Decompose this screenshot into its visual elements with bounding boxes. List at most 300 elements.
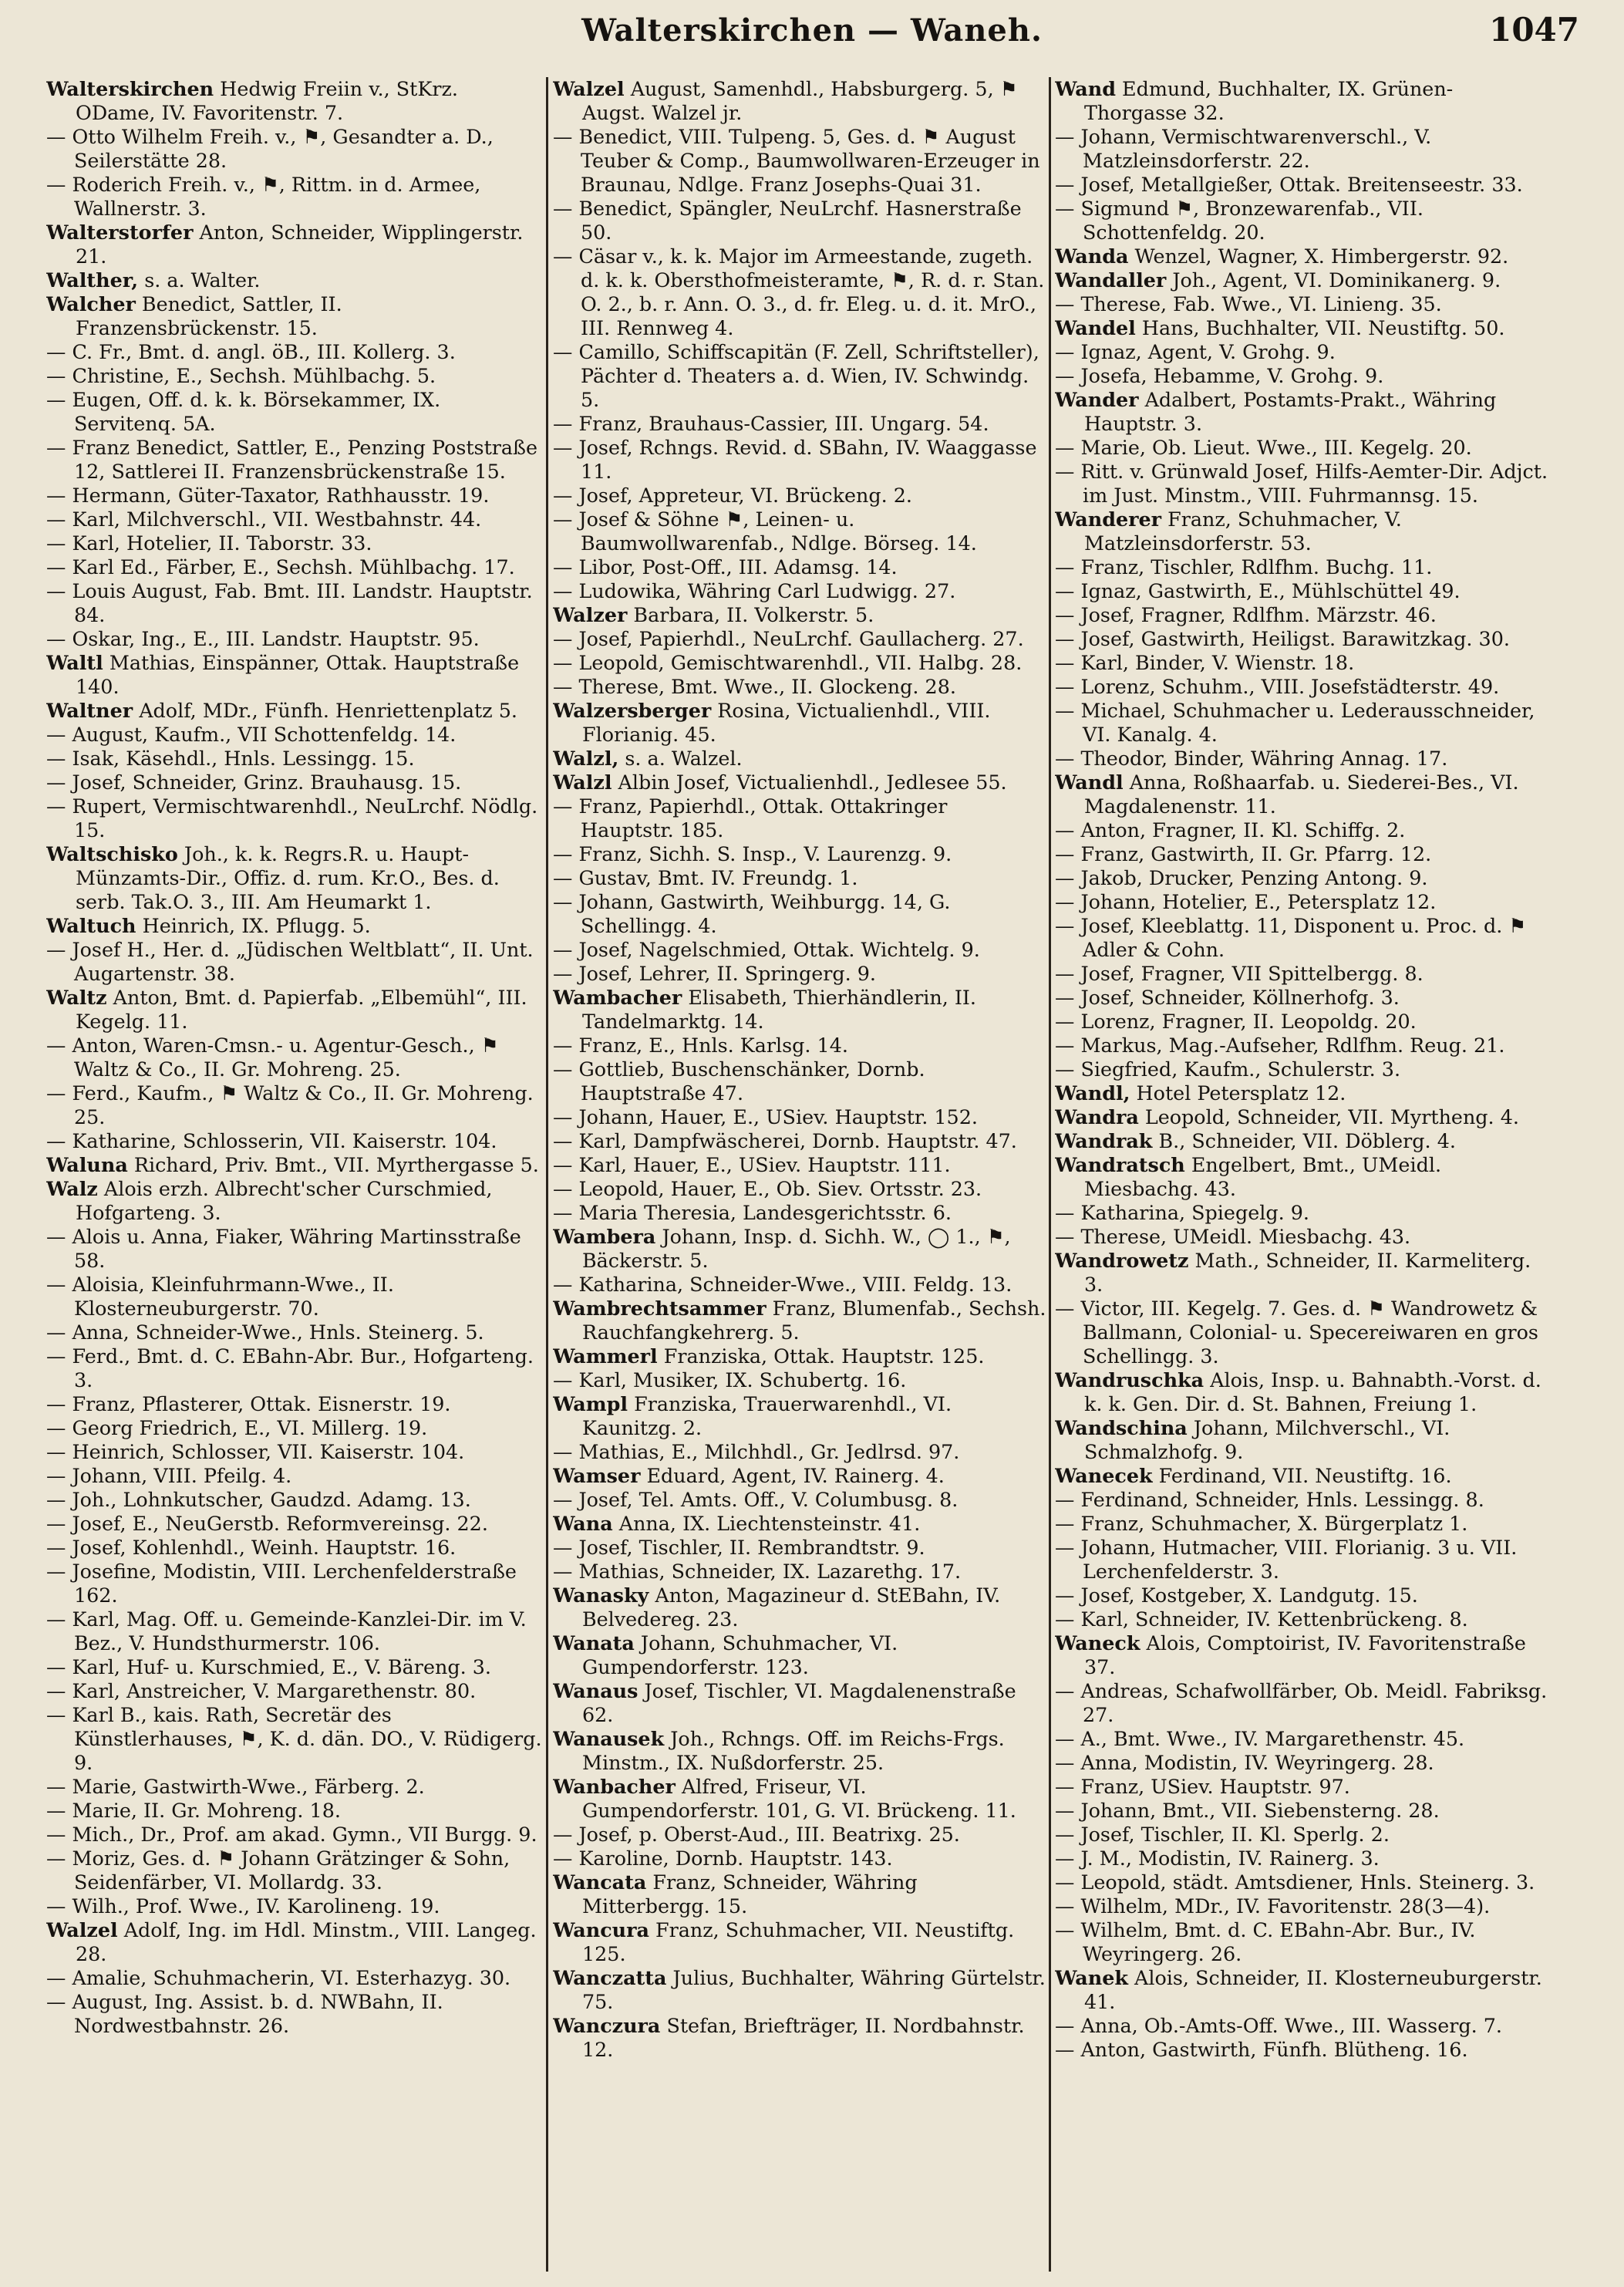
- entry-details: Franz, Schneider, Währing Mitterbergg. 15.: [582, 1870, 918, 1918]
- directory-entry: [553, 1966, 1046, 2014]
- directory-entry: [1055, 986, 1548, 1010]
- entry-details: — Joh., Lohnkutscher, Gaudzd. Adamg. 13.: [46, 1488, 471, 1511]
- directory-entry: [46, 1081, 544, 1129]
- entry-surname: Wandrowetz: [1055, 1249, 1189, 1272]
- directory-entry: [553, 245, 1046, 340]
- entry-details: — Franz, Pflasterer, Ottak. Eisnerstr. 19.: [46, 1392, 451, 1415]
- entry-details: — Karl, Hauer, E., USiev. Hauptstr. 111.: [553, 1153, 951, 1176]
- directory-entry: [553, 675, 1046, 699]
- entry-details: Joh., k. k. Regrs.R. u. Haupt-Münzamts-Dir., Offiz. d. rum. Kr.O., Bes. d. serb. Tak.O. 3., III. Am Heumarkt 1.: [76, 842, 500, 913]
- directory-entry: [553, 555, 1046, 579]
- directory-entry: [46, 723, 544, 747]
- directory-entry: [46, 173, 544, 221]
- entry-details: — J. M., Modistin, IV. Rainerg. 3.: [1055, 1847, 1380, 1870]
- entry-surname: Wanczatta: [553, 1966, 667, 1989]
- entry-surname: Wandl,: [1055, 1081, 1130, 1105]
- directory-entry: [46, 1153, 544, 1177]
- entry-surname: Waltuch: [46, 914, 136, 937]
- entry-details: — Rupert, Vermischtwarenhdl., NeuLrchf. Nödlg. 15.: [46, 794, 538, 842]
- directory-entry: [46, 651, 544, 699]
- directory-entry: [553, 842, 1046, 866]
- entry-details: — Josefa, Hebamme, V. Grohg. 9.: [1055, 364, 1384, 387]
- entry-details: — Karl, Anstreicher, V. Margarethenstr. 80.: [46, 1679, 477, 1702]
- directory-entry: [46, 1321, 544, 1344]
- directory-entry: [553, 1488, 1046, 1512]
- entry-details: — Michael, Schuhmacher u. Lederausschneider, VI. Kanalg. 4.: [1055, 699, 1535, 746]
- entry-details: — Lorenz, Schuhm., VIII. Josefstädterstr. 49.: [1055, 675, 1500, 698]
- directory-entry: [46, 388, 544, 436]
- entry-details: — Johann, Hotelier, E., Petersplatz 12.: [1055, 890, 1437, 913]
- entry-details: — Karl, Dampfwäscherei, Dornb. Hauptstr. 47.: [553, 1129, 1017, 1152]
- directory-entry: [1055, 747, 1548, 771]
- entry-details: — Camillo, Schiffscapitän (F. Zell, Schriftsteller), Pächter d. Theaters a. d. Wien, IV. Schwindg. 5.: [553, 340, 1039, 411]
- directory-entry: [1055, 1823, 1548, 1847]
- directory-entry: [46, 555, 544, 579]
- directory-entry: [553, 1129, 1046, 1153]
- directory-entry: [46, 1775, 544, 1799]
- entry-surname: Wammerl: [553, 1344, 658, 1368]
- entry-surname: Wanczura: [553, 2014, 661, 2037]
- entry-details: — Therese, Fab. Wwe., VI. Linieng. 35.: [1055, 292, 1442, 315]
- directory-entry: [1055, 675, 1548, 699]
- directory-entry: [46, 579, 544, 627]
- entry-details: — Leopold, Gemischtwarenhdl., VII. Halbg. 28.: [553, 651, 1023, 674]
- entry-details: Rosina, Victualienhdl., VIII. Florianig. 45.: [582, 699, 991, 746]
- entry-surname: Waltz: [46, 986, 107, 1009]
- directory-entry: [46, 1799, 544, 1823]
- entry-details: Benedict, Sattler, II. Franzensbrückenstr. 15.: [76, 292, 342, 339]
- entry-details: s. a. Walter.: [138, 268, 261, 292]
- entry-details: Hans, Buchhalter, VII. Neustiftg. 50.: [1135, 316, 1505, 339]
- entry-details: — Katharina, Schneider-Wwe., VIII. Feldg. 13.: [553, 1273, 1012, 1296]
- directory-entry: [553, 962, 1046, 986]
- entry-surname: Walzer: [553, 603, 628, 626]
- directory-entry: [1055, 1847, 1548, 1870]
- entry-details: Edmund, Buchhalter, IX. Grünen-Thorgasse 32.: [1084, 77, 1454, 124]
- entry-details: Anna, IX. Liechtensteinstr. 41.: [612, 1512, 921, 1535]
- entry-details: — Ferd., Bmt. d. C. EBahn-Abr. Bur., Hofgarteng. 3.: [46, 1344, 534, 1391]
- directory-entry: [553, 1918, 1046, 1966]
- entry-surname: Wandaller: [1055, 268, 1167, 292]
- directory-entry: [46, 747, 544, 771]
- entry-details: — Josef, Kostgeber, X. Landgutg. 15.: [1055, 1584, 1418, 1607]
- directory-entry: [553, 1560, 1046, 1584]
- entry-surname: Wandratsch: [1055, 1153, 1185, 1176]
- directory-entry: [553, 1201, 1046, 1225]
- column-middle: [553, 77, 1046, 2272]
- directory-entry: [46, 1416, 544, 1440]
- entry-details: — Katharina, Spiegelg. 9.: [1055, 1201, 1309, 1224]
- entry-details: — Josef, Metallgießer, Ottak. Breitenseestr. 33.: [1055, 173, 1523, 196]
- column-left: [46, 77, 544, 2272]
- entry-details: — Christine, E., Sechsh. Mühlbachg. 5.: [46, 364, 436, 387]
- entry-details: Franziska, Trauerwarenhdl., VI. Kaunitzg. 2.: [582, 1392, 952, 1439]
- entry-details: — Josef, Tischler, II. Kl. Sperlg. 2.: [1055, 1823, 1390, 1846]
- directory-entry: [1055, 1966, 1548, 2014]
- entry-details: — Ferdinand, Schneider, Hnls. Lessingg. 8.: [1055, 1488, 1484, 1511]
- directory-entry: [1055, 1225, 1548, 1249]
- directory-entry: [1055, 436, 1548, 460]
- column-divider: [546, 77, 548, 2272]
- entry-details: Anton, Magazineur d. StEBahn, IV. Belvedereg. 23.: [582, 1584, 1001, 1631]
- entry-details: — Louis August, Fab. Bmt. III. Landstr. Hauptstr. 84.: [46, 579, 533, 626]
- entry-surname: Walzl: [553, 771, 612, 794]
- directory-entry: [46, 1512, 544, 1536]
- entry-details: Stefan, Briefträger, II. Nordbahnstr. 12.: [582, 2014, 1025, 2061]
- entry-details: — Marie, Gastwirth-Wwe., Färberg. 2.: [46, 1775, 425, 1798]
- directory-entry: [46, 1034, 544, 1081]
- directory-entry: [1055, 340, 1548, 364]
- entry-surname: Wanbacher: [553, 1775, 676, 1798]
- entry-surname: Walz: [46, 1177, 98, 1200]
- entry-details: — Karl Ed., Färber, E., Sechsh. Mühlbachg. 17.: [46, 555, 515, 578]
- directory-entry: [553, 1034, 1046, 1057]
- directory-entry: [1055, 914, 1548, 962]
- directory-entry: [1055, 1034, 1548, 1057]
- directory-entry: [1055, 508, 1548, 555]
- entry-details: — Johann, Hutmacher, VIII. Florianig. 3 u. VII. Lerchenfelderstr. 3.: [1055, 1536, 1518, 1583]
- entry-details: — Ignaz, Gastwirth, E., Mühlschüttel 49.: [1055, 579, 1461, 602]
- directory-entry: [46, 1823, 544, 1847]
- directory-entry: [1055, 1057, 1548, 1081]
- directory-entry: [1055, 1751, 1548, 1775]
- entry-details: — Cäsar v., k. k. Major im Armeestande, zugeth. d. k. k. Obersthofmeisteramte, ⚑, R. d. r. Stan. O. 2., b. r. Ann. O. 3., d. fr. Eleg. u. d. it. MrO., III. Rennweg 4.: [553, 245, 1045, 339]
- entry-surname: Wandruschka: [1055, 1368, 1205, 1391]
- directory-entry: [553, 866, 1046, 890]
- entry-surname: Wand: [1055, 77, 1116, 100]
- running-head: Walterskirchen — Waneh.: [581, 12, 1043, 49]
- directory-entry: [1055, 316, 1548, 340]
- directory-entry: [553, 699, 1046, 747]
- entry-details: Adolf, MDr., Fünfh. Henriettenplatz 5.: [133, 699, 517, 722]
- entry-surname: Wambera: [553, 1225, 656, 1248]
- directory-entry: [1055, 1368, 1548, 1416]
- entry-details: — Anton, Fragner, II. Kl. Schiffg. 2.: [1055, 818, 1406, 842]
- directory-entry: [553, 603, 1046, 627]
- entry-surname: Wanda: [1055, 245, 1129, 268]
- directory-entry: [553, 1847, 1046, 1870]
- entry-surname: Walzel: [46, 1918, 118, 1941]
- entry-details: — Josef, Schneider, Grinz. Brauhausg. 15.: [46, 771, 462, 794]
- directory-entry: [553, 1584, 1046, 1631]
- entry-details: — Therese, Bmt. Wwe., II. Glockeng. 28.: [553, 675, 956, 698]
- entry-details: — Franz, Brauhaus-Cassier, III. Ungarg. 54.: [553, 412, 989, 435]
- entry-surname: Waltner: [46, 699, 133, 722]
- directory-entry: [1055, 245, 1548, 268]
- entry-details: Alois erzh. Albrecht'scher Curschmied, Hofgarteng. 3.: [76, 1177, 493, 1224]
- directory-entry: [1055, 1584, 1548, 1607]
- directory-entry: [1055, 364, 1548, 388]
- directory-entry: [46, 771, 544, 794]
- entry-surname: Wandra: [1055, 1105, 1139, 1128]
- entry-details: — Sigmund ⚑, Bronzewarenfab., VII. Schottenfeldg. 20.: [1055, 197, 1424, 244]
- entry-details: — Eugen, Off. d. k. k. Börsekammer, IX. Servitenq. 5A.: [46, 388, 441, 435]
- directory-entry: [1055, 603, 1548, 627]
- directory-entry: [46, 986, 544, 1034]
- entry-details: — Victor, III. Kegelg. 7. Ges. d. ⚑ Wandrowetz & Ballmann, Colonial- u. Specereiwaren en gros Schellingg. 3.: [1055, 1297, 1538, 1368]
- directory-entry: [553, 1679, 1046, 1727]
- entry-details: Leopold, Schneider, VII. Myrtheng. 4.: [1138, 1105, 1519, 1128]
- entry-details: — Johann, VIII. Pfeilg. 4.: [46, 1464, 292, 1487]
- page-number: 1047: [1489, 11, 1579, 49]
- entry-details: — Aloisia, Kleinfuhrmann-Wwe., II. Klosterneuburgerstr. 70.: [46, 1273, 394, 1320]
- entry-details: Adolf, Ing. im Hdl. Minstm., VIII. Langeg. 28.: [76, 1918, 537, 1965]
- directory-entry: [1055, 292, 1548, 316]
- directory-entry: [1055, 555, 1548, 579]
- directory-entry: [553, 986, 1046, 1034]
- entry-details: — Josef, Kleeblattg. 11, Disponent u. Proc. d. ⚑ Adler & Cohn.: [1055, 914, 1527, 961]
- directory-entry: [46, 340, 544, 364]
- entry-surname: Wanata: [553, 1631, 635, 1655]
- directory-entry: [553, 1631, 1046, 1679]
- entry-details: — Maria Theresia, Landesgerichtsstr. 6.: [553, 1201, 952, 1224]
- entry-details: Math., Schneider, II. Karmeliterg. 3.: [1084, 1249, 1531, 1296]
- directory-entry: [46, 938, 544, 986]
- directory-entry: [1055, 125, 1548, 173]
- entry-details: Adalbert, Postamts-Prakt., Währing Hauptstr. 3.: [1084, 388, 1497, 435]
- entry-details: Franziska, Ottak. Hauptstr. 125.: [657, 1344, 985, 1368]
- directory-entry: [1055, 1512, 1548, 1536]
- directory-entry: [1055, 1488, 1548, 1512]
- directory-entry: [1055, 388, 1548, 436]
- directory-entry: [1055, 1799, 1548, 1823]
- directory-entry: [46, 1655, 544, 1679]
- entry-details: — August, Ing. Assist. b. d. NWBahn, II. Nordwestbahnstr. 26.: [46, 1990, 443, 2037]
- column-divider: [1049, 77, 1051, 2272]
- entry-details: Hotel Petersplatz 12.: [1130, 1081, 1346, 1105]
- directory-entry: [46, 77, 544, 125]
- directory-entry: [46, 627, 544, 651]
- entry-details: Johann, Insp. d. Sichh. W., ◯ 1., ⚑, Bäckerstr. 5.: [582, 1225, 1011, 1272]
- directory-entry: [46, 699, 544, 723]
- entry-details: — Otto Wilhelm Freih. v., ⚑, Gesandter a. D., Seilerstätte 28.: [46, 125, 494, 172]
- entry-details: — Josef, Kohlenhdl., Weinh. Hauptstr. 16.: [46, 1536, 457, 1559]
- entry-details: — Siegfried, Kaufm., Schulerstr. 3.: [1055, 1057, 1401, 1081]
- directory-entry: [46, 1560, 544, 1607]
- entry-details: — Josefine, Modistin, VIII. Lerchenfelderstraße 162.: [46, 1560, 517, 1607]
- entry-details: — Therese, UMeidl. Miesbachg. 43.: [1055, 1225, 1411, 1248]
- entry-details: Wenzel, Wagner, X. Himbergerstr. 92.: [1128, 245, 1509, 268]
- directory-entry: [46, 125, 544, 173]
- entry-details: Engelbert, Bmt., UMeidl. Miesbachg. 43.: [1084, 1153, 1442, 1200]
- entry-details: Elisabeth, Thierhändlerin, II. Tandelmarktg. 14.: [582, 986, 976, 1033]
- entry-details: — A., Bmt. Wwe., IV. Margarethenstr. 45.: [1055, 1727, 1465, 1750]
- entry-surname: Walcher: [46, 292, 136, 315]
- directory-entry: [46, 1440, 544, 1464]
- directory-entry: [553, 1273, 1046, 1297]
- entry-details: — Hermann, Güter-Taxator, Rathhausstr. 19.: [46, 484, 490, 507]
- directory-entry: [1055, 268, 1548, 292]
- entry-details: — Johann, Gastwirth, Weihburgg. 14, G. Schellingg. 4.: [553, 890, 951, 937]
- entry-details: — Anton, Waren-Cmsn.- u. Agentur-Gesch., ⚑ Waltz & Co., II. Gr. Mohreng. 25.: [46, 1034, 499, 1081]
- directory-entry: [1055, 1607, 1548, 1631]
- directory-entry: [553, 1392, 1046, 1440]
- entry-surname: Wandl: [1055, 771, 1124, 794]
- entry-details: — Josef, E., NeuGerstb. Reformvereinsg. 22.: [46, 1512, 488, 1535]
- entry-surname: Wana: [553, 1512, 613, 1535]
- entry-details: B., Schneider, VII. Döblerg. 4.: [1152, 1129, 1456, 1152]
- directory-entry: [553, 794, 1046, 842]
- entry-details: Alois, Insp. u. Bahnabth.-Vorst. d. k. k. Gen. Dir. d. St. Bahnen, Freiung 1.: [1084, 1368, 1541, 1415]
- entry-details: — Josef, p. Oberst-Aud., III. Beatrixg. 25.: [553, 1823, 960, 1846]
- entry-details: — Karl, Milchverschl., VII. Westbahnstr. 44.: [46, 508, 482, 531]
- directory-entry: [553, 1297, 1046, 1344]
- entry-details: Heinrich, IX. Pflugg. 5.: [136, 914, 371, 937]
- entry-details: — Mathias, Schneider, IX. Lazarethg. 17.: [553, 1560, 962, 1583]
- entry-surname: Wanek: [1055, 1966, 1128, 1989]
- entry-details: Anton, Schneider, Wipplingerstr. 21.: [76, 221, 524, 268]
- directory-entry: [553, 340, 1046, 412]
- directory-entry: [553, 1823, 1046, 1847]
- entry-details: — Wilh., Prof. Wwe., IV. Karolineng. 19.: [46, 1894, 440, 1918]
- entry-details: Johann, Schuhmacher, VI. Gumpendorferstr. 123.: [582, 1631, 898, 1678]
- entry-details: — Theodor, Binder, Währing Annag. 17.: [1055, 747, 1448, 770]
- directory-entry: [1055, 460, 1548, 508]
- entry-details: — Jakob, Drucker, Penzing Antong. 9.: [1055, 866, 1428, 889]
- entry-details: — Josef, Schneider, Köllnerhofg. 3.: [1055, 986, 1400, 1009]
- directory-entry: [1055, 1464, 1548, 1488]
- directory-entry: [553, 2014, 1046, 2062]
- entry-details: — Josef, Gastwirth, Heiligst. Barawitzkag. 30.: [1055, 627, 1510, 650]
- directory-entry: [1055, 1129, 1548, 1153]
- entry-details: — Johann, Vermischtwarenverschl., V. Matzleinsdorferstr. 22.: [1055, 125, 1432, 172]
- entry-details: — Franz, Sichh. S. Insp., V. Laurenzg. 9.: [553, 842, 952, 865]
- entry-details: — Katharine, Schlosserin, VII. Kaiserstr. 104.: [46, 1129, 497, 1152]
- entry-details: — Anna, Ob.-Amts-Off. Wwe., III. Wasserg. 7.: [1055, 2014, 1502, 2037]
- directory-entry: [1055, 1536, 1548, 1584]
- entry-details: — Franz, Tischler, Rdlfhm. Buchg. 11.: [1055, 555, 1433, 578]
- entry-details: Johann, Milchverschl., VI. Schmalzhofg. 9.: [1084, 1416, 1450, 1463]
- entry-surname: Wanderer: [1055, 508, 1162, 531]
- entry-details: — Ferd., Kaufm., ⚑ Waltz & Co., II. Gr. Mohreng. 25.: [46, 1081, 534, 1128]
- entry-details: — Leopold, städt. Amtsdiener, Hnls. Steinerg. 3.: [1055, 1870, 1535, 1894]
- entry-details: — Franz, USiev. Hauptstr. 97.: [1055, 1775, 1350, 1798]
- entry-details: Franz, Schuhmacher, VII. Neustiftg. 125.: [582, 1918, 1015, 1965]
- directory-entry: [553, 890, 1046, 938]
- directory-entry: [46, 1966, 544, 1990]
- entry-details: — Gottlieb, Buschenschänker, Dornb. Hauptstraße 47.: [553, 1057, 925, 1105]
- directory-entry: [553, 627, 1046, 651]
- directory-entry: [1055, 1249, 1548, 1297]
- directory-entry: [553, 1870, 1046, 1918]
- entry-details: — Karl, Schneider, IV. Kettenbrückeng. 8.: [1055, 1607, 1468, 1631]
- entry-surname: Wanaus: [553, 1679, 638, 1702]
- directory-entry: [46, 221, 544, 268]
- directory-entry: [46, 1918, 544, 1966]
- entry-details: — Karl, Huf- u. Kurschmied, E., V. Bäreng. 3.: [46, 1655, 491, 1678]
- directory-entry: [1055, 173, 1548, 197]
- directory-entry: [553, 1057, 1046, 1105]
- entry-surname: Walzl,: [553, 747, 619, 770]
- entry-details: — Josef, Tel. Amts. Off., V. Columbusg. 8.: [553, 1488, 959, 1511]
- entry-details: — Josef, Rchngs. Revid. d. SBahn, IV. Waaggasse 11.: [553, 436, 1037, 483]
- directory-entry: [46, 1679, 544, 1703]
- entry-surname: Waltschisko: [46, 842, 178, 865]
- directory-entry: [46, 1344, 544, 1392]
- directory-entry: [46, 484, 544, 508]
- entry-surname: Wandrak: [1055, 1129, 1153, 1152]
- directory-entry: [553, 771, 1046, 794]
- entry-details: — Anna, Schneider-Wwe., Hnls. Steinerg. 5.: [46, 1321, 484, 1344]
- entry-details: — Benedict, Spängler, NeuLrchf. Hasnerstraße 50.: [553, 197, 1022, 244]
- entry-details: — Mathias, E., Milchhdl., Gr. Jedlrsd. 97.: [553, 1440, 960, 1463]
- entry-details: Mathias, Einspänner, Ottak. Hauptstraße 140.: [76, 651, 520, 698]
- directory-entry: [46, 1464, 544, 1488]
- entry-details: Joh., Rchngs. Off. im Reichs-Frgs. Minstm., IX. Nußdorferstr. 25.: [582, 1727, 1005, 1774]
- directory-entry: [1055, 197, 1548, 245]
- directory-entry: [1055, 1918, 1548, 1966]
- entry-details: — Leopold, Hauer, E., Ob. Siev. Ortsstr. 23.: [553, 1177, 982, 1200]
- entry-details: — Markus, Mag.-Aufseher, Rdlfhm. Reug. 21.: [1055, 1034, 1505, 1057]
- directory-entry: [46, 842, 544, 914]
- entry-details: — Karl, Mag. Off. u. Gemeinde-Kanzlei-Dir. im V. Bez., V. Hundsthurmerstr. 106.: [46, 1607, 527, 1655]
- directory-entry: [46, 1847, 544, 1894]
- entry-details: — Anna, Modistin, IV. Weyringerg. 28.: [1055, 1751, 1434, 1774]
- entry-details: — Benedict, VIII. Tulpeng. 5, Ges. d. ⚑ August Teuber & Comp., Baumwollwaren-Erzeuger in Braunau, Ndlge. Franz Josephs-Quai 31.: [553, 125, 1040, 196]
- entry-details: — Josef, Appreteur, VI. Brückeng. 2.: [553, 484, 912, 507]
- directory-entry: [1055, 1153, 1548, 1201]
- directory-entry: [553, 125, 1046, 197]
- directory-entry: [1055, 699, 1548, 747]
- entry-surname: Wanecek: [1055, 1464, 1153, 1487]
- entry-details: — Josef, Tischler, II. Rembrandtstr. 9.: [553, 1536, 925, 1559]
- entry-details: — Moriz, Ges. d. ⚑ Johann Grätzinger & Sohn, Seidenfärber, VI. Mollardg. 33.: [46, 1847, 510, 1894]
- entry-details: — Libor, Post-Off., III. Adamsg. 14.: [553, 555, 898, 578]
- directory-entry: [553, 1153, 1046, 1177]
- entry-surname: Wambrechtsammer: [553, 1297, 767, 1320]
- entry-details: — Ludowika, Währing Carl Ludwigg. 27.: [553, 579, 956, 602]
- entry-surname: Waneck: [1055, 1631, 1141, 1655]
- directory-entry: [46, 1225, 544, 1273]
- directory-entry: [1055, 77, 1548, 125]
- entry-surname: Wamser: [553, 1464, 641, 1487]
- directory-entry: [1055, 1081, 1548, 1105]
- directory-entry: [1055, 1870, 1548, 1894]
- directory-entry: [46, 508, 544, 531]
- directory-entry: [1055, 2038, 1548, 2062]
- directory-entry: [553, 1368, 1046, 1392]
- entry-details: Hedwig Freiin v., StKrz. ODame, IV. Favoritenstr. 7.: [76, 77, 458, 124]
- directory-entry: [553, 1177, 1046, 1201]
- directory-entry: [553, 1775, 1046, 1823]
- directory-entry: [46, 1177, 544, 1225]
- entry-surname: Wancata: [553, 1870, 647, 1894]
- directory-entry: [553, 484, 1046, 508]
- entry-details: — Franz Benedict, Sattler, E., Penzing Poststraße 12, Sattlerei II. Franzensbrückenstraße 15.: [46, 436, 538, 483]
- entry-details: — Gustav, Bmt. IV. Freundg. 1.: [553, 866, 858, 889]
- directory-entry: [553, 508, 1046, 555]
- entry-details: — Johann, Bmt., VII. Siebensterng. 28.: [1055, 1799, 1440, 1822]
- directory-entry: [553, 1464, 1046, 1488]
- directory-entry: [553, 579, 1046, 603]
- entry-details: — Franz, Gastwirth, II. Gr. Pfarrg. 12.: [1055, 842, 1432, 865]
- entry-details: — Josef H., Her. d. „Jüdischen Weltblatt“, II. Unt. Augartenstr. 38.: [46, 938, 534, 985]
- entry-details: Anton, Bmt. d. Papierfab. „Elbemühl“, III. Kegelg. 11.: [76, 986, 527, 1033]
- entry-details: — Wilhelm, MDr., IV. Favoritenstr. 28(3—4).: [1055, 1894, 1491, 1918]
- entry-details: — August, Kaufm., VII Schottenfeldg. 14.: [46, 723, 457, 746]
- directory-entry: [46, 1129, 544, 1153]
- entry-details: Barbara, II. Volkerstr. 5.: [627, 603, 874, 626]
- directory-entry: [553, 1512, 1046, 1536]
- entry-surname: Wandschina: [1055, 1416, 1188, 1439]
- entry-details: August, Samenhdl., Habsburgerg. 5, ⚑ Augst. Walzel jr.: [582, 77, 1018, 124]
- entry-details: — Franz, Schuhmacher, X. Bürgerplatz 1.: [1055, 1512, 1468, 1535]
- entry-details: — Isak, Käsehdl., Hnls. Lessingg. 15.: [46, 747, 415, 770]
- directory-entry: [1055, 1297, 1548, 1368]
- directory-entry: [1055, 818, 1548, 842]
- directory-entry: [1055, 2014, 1548, 2038]
- entry-details: — Johann, Hauer, E., USiev. Hauptstr. 152.: [553, 1105, 978, 1128]
